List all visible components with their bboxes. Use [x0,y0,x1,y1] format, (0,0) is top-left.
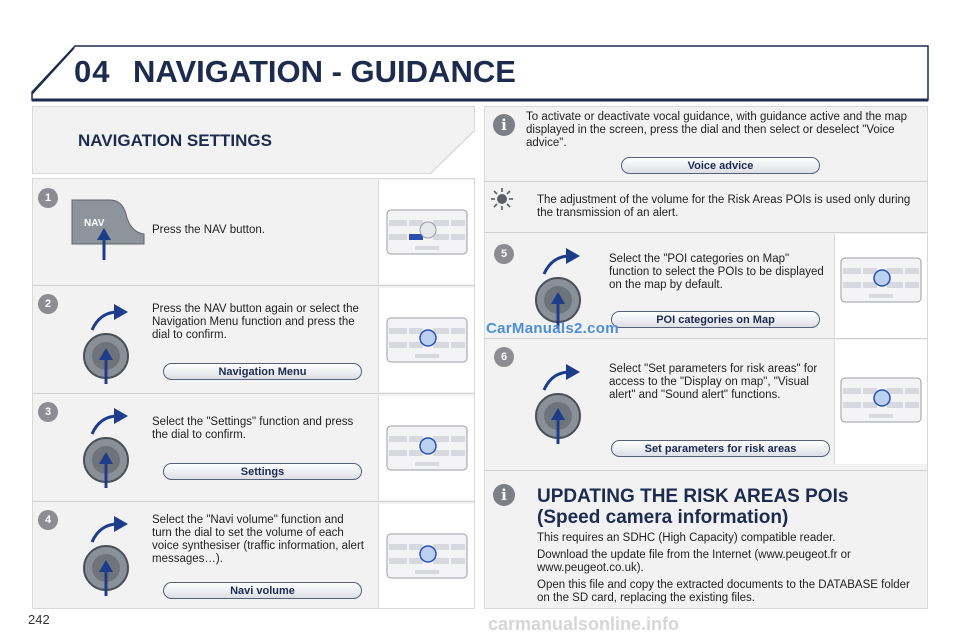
section-title: NAVIGATION SETTINGS [78,131,272,150]
radio-panel-icon [835,234,928,338]
step-3-text: Select the "Settings" function and press the dial to confirm. [152,416,354,441]
volume-note-text: The adjustment of the volume for the Risk Areas POIs is used only during the transmission of an alert. [537,194,911,219]
step-1-device-image [378,180,474,284]
settings-pill: Settings [163,463,362,480]
section-divider [485,181,927,182]
tip-sun-icon [491,188,513,210]
step-5-device-image [834,234,927,338]
section-divider [485,338,927,339]
radio-panel-icon [379,288,475,392]
step-4-device-image [378,504,474,608]
update-title-line2: (Speed camera information) [537,507,789,528]
navigation-menu-pill: Navigation Menu [163,363,362,380]
radio-panel-icon [835,340,928,464]
radio-panel-icon [379,504,475,608]
step-badge-2: 2 [38,294,58,314]
section-divider [485,232,927,233]
info-icon: i [493,484,515,506]
voice-advice-text: To activate or deactivate vocal guidance, with guidance active and the map displayed in the screen, press the dial and then select or deselect "Voice advice". [526,111,908,149]
step-divider [33,285,474,286]
watermark: CarManuals2.com [486,320,619,337]
step-badge-5: 5 [494,244,514,264]
nav-button-label: NAV [84,218,105,229]
step-2-text: Press the NAV button again or select the Navigation Menu function and press the dial to confirm. [152,303,359,341]
section-divider [485,470,927,471]
step-badge-3: 3 [38,402,58,422]
update-paragraph-3: Open this file and copy the extracted documents to the DATABASE folder on the SD card, replacing the existing files. [537,579,910,604]
dial-press-icon [530,244,600,330]
chapter-number: 04 [74,54,111,89]
radio-panel-icon [379,396,475,500]
step-4-text: Select the "Navi volume" function and turn the dial to set the volume of each voice synthesiser (traffic information, alert messages…). [152,514,364,565]
update-title-line1: UPDATING THE RISK AREAS POIs [537,486,849,507]
step-6-text: Select "Set parameters for risk areas" for access to the "Display on map", "Visual alert" and "Sound alert" functions. [609,363,818,401]
dial-turn-icon [78,512,148,598]
step-2-device-image [378,288,474,392]
set-parameters-pill: Set parameters for risk areas [611,440,830,457]
step-divider [33,393,474,394]
poi-categories-pill: POI categories on Map [611,311,820,328]
dial-press-icon [78,300,148,386]
step-3-device-image [378,396,474,500]
navi-volume-pill: Navi volume [163,582,362,599]
step-badge-4: 4 [38,510,58,530]
dial-press-icon [530,360,600,446]
page-title: NAVIGATION - GUIDANCE [133,54,516,89]
info-icon: i [493,114,515,136]
nav-button-icon [70,192,150,262]
step-divider [33,501,474,502]
step-5-text: Select the "POI categories on Map" function to select the POIs to be displayed on the map by default. [609,253,824,291]
voice-advice-pill: Voice advice [621,157,820,174]
title-panel-corner [420,130,476,175]
update-paragraph-2: Download the update file from the Internet (www.peugeot.fr or www.peugeot.co.uk). [537,549,851,574]
page-number: 242 [28,612,50,627]
step-badge-6: 6 [494,347,514,367]
step-1-text: Press the NAV button. [152,224,265,236]
update-paragraph-1: This requires an SDHC (High Capacity) compatible reader. [537,532,836,544]
dial-press-icon [78,404,148,490]
radio-panel-icon [379,180,475,284]
step-6-device-image [834,340,927,464]
step-badge-1: 1 [38,188,58,208]
footer-watermark: carmanualsonline.info [488,614,680,634]
